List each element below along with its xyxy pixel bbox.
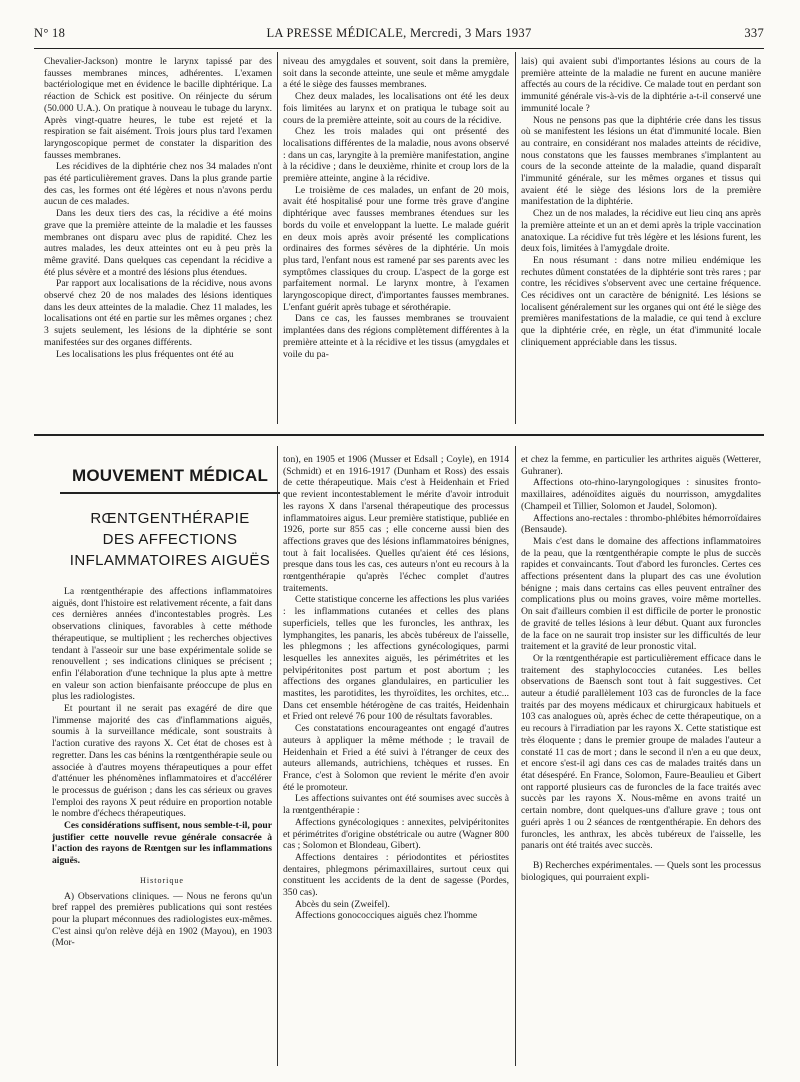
bottom-column-3 [521,454,761,883]
paragraph: Chevalier-Jackson) montre le larynx tapissé par des fausses membranes minces, adhérentes. L'examen bactériologique met en évidence le bacille diphtérique. La réaction de Schick est positive. On réinjecte du sérum (50.000 U.A.). On pratique à nouveau le tubage du larynx. Après vingt-quatre heures, le tube est rejeté et la respiration se fait aisément. Trois jours plus tard l'examen laryngoscopique permet de constater la disparition des fausses membranes. [44,56,272,161]
top-column-1 [44,56,272,360]
column-divider [515,52,516,424]
paragraph: Affections ano-rectales : thrombo-phlébites hémorroïdaires (Bensaude). [521,512,761,536]
section-title: MOUVEMENT MÉDICAL [71,466,269,485]
paragraph: Abcès du sein (Zweifel). [295,898,390,910]
paragraph: Les localisations les plus fréquentes ont été au [56,348,234,360]
paragraph: Cette statistique concerne les affections les plus variées : les inflammations cutanées et celles des plans superficiels, telles que les furoncles, les anthrax, les lymphangites, les panaris, les abcès tubéreux de l'aisselle, les phlegmons ; les affections gynécologiques, parmi lesquelles les annexites aiguës, les périmétrites et les pelvipéritonites post partum et post abortum ; les affections des organes glandulaires, en particulier les mastites, les parotidites, les thyroïdites, les orchites, etc... Dans cet ensemble hétérogène de cas traités, Heidenhain et Fried ont relevé 76 pour 100 de résultats favorables. [283,594,509,723]
subheading: Historique [140,875,184,885]
paragraph: Ces considérations suffisent, nous semble-t-il, pour justifier cette nouvelle revue générale consacrée à l'action des rayons de Rœntgen sur les inflammations aiguës. [52,820,272,867]
paragraph: Par rapport aux localisations de la récidive, nous avons observé chez 20 de nos malades des lésions identiques dans les deux atteintes de la maladie. Chez 11 malades, les localisations ont été en partie sur les mêmes organes ; chez 3 sujets seulement, les lésions de la diphtérie se sont manifestées sur des organes différents. [44,278,272,348]
section-divider [34,434,764,436]
top-column-2 [283,56,509,360]
paragraph: Les affections suivantes ont été soumises avec succès à la rœntgenthérapie : [283,793,509,817]
bottom-column-1 [52,586,272,949]
paragraph: Mais c'est dans le domaine des affections inflammatoires de la peau, que la rœntgenthérapie compte le plus de succès rapides et convaincants. Tout d'abord les furoncles. Certes ces affections présentent dans la plupart des cas une évolution bénigne ; mais dans certains cas elles peuvent entraîner des complications plus ou moins graves, voire même mortelles. On sait d'ailleurs combien il est difficile de porter le pronostic de gravité de telles lésions à leur début. Quant aux furoncles de la face on ne saurait trop insister sur les difficultés de leur traitement et la gravité de leur pronostic vital. [521,535,761,653]
journal-title: LA PRESSE MÉDICALE, Mercredi, 3 Mars 1937 [266,26,532,40]
article-title [60,508,280,571]
page-number: 337 [744,26,764,40]
paragraph: Les récidives de la diphtérie chez nos 34 malades n'ont pas été particulièrement graves. Dans la plus grande partie des cas, les formes ont été légères et nous n'avons perdu aucun de ces malades. [44,161,272,208]
article-title-line: DES AFFECTIONS [102,531,238,548]
paragraph: lais) qui avaient subi d'importantes lésions au cours de la première atteinte de la maladie ne furent en aucune manière affectés au cours de la récidive. Ce malade tout en perdant son immunité générale vis-à-vis de la diphtérie a-t-il conservé une immunité locale ? [521,56,761,114]
paragraph: Chez les trois malades qui ont présenté des localisations différentes de la maladie, nous avons observé : dans un cas, laryngite à la première manifestation, angine à la récidive ; dans le deuxième, rhinite et croup lors de la première atteinte, angine à la récidive. [283,126,509,185]
paragraph: A) Observations cliniques. — Nous ne ferons qu'un bref rappel des premières publications qui sont restées pour la plupart méconnues des radiologistes eux-mêmes. C'est ainsi qu'on relève déjà en 1902 (Mayou), en 1903 (Mor- [52,890,272,949]
header-rule [34,48,764,49]
paragraph: Le troisième de ces malades, un enfant de 20 mois, avait été hospitalisé pour une forme très grave d'angine diphtérique avec fausses membranes étendues sur les bords du voile et enveloppant la luette. Le malade guérit en deux mois après avoir présenté les complications ordinaires des formes sévères de la diphtérie. Un mois plus tard, l'enfant nous est ramené par ses parents avec les symptômes classiques du croup. L'aspect de la gorge est parfaitement normal. Le larynx montre, à l'examen laryngoscopique direct, d'importantes fausses membranes. L'enfant guérit après tubage et sérothérapie. [283,184,509,313]
paragraph: Dans ce cas, les fausses membranes se trouvaient implantées dans des régions complètement différentes à la première atteinte et à la récidive et les tissus (amygdales et voile du pa- [283,313,509,360]
paragraph: Affections gynécologiques : annexites, pelvipéritonites et périmétrites d'origine obstétricale ou autre (Wagner 800 cas ; Solomon et Blondeau, Gibert). [283,816,509,852]
paragraph: Affections gonococciques aiguës chez l'homme [295,910,478,922]
issue-number: N° 18 [34,26,66,40]
column-divider [277,52,278,424]
article-title-line: INFLAMMATOIRES AIGUËS [69,552,271,569]
paragraph: Nous ne pensons pas que la diphtérie crée dans les tissus où se manifestent les lésions un état d'immunité locale. Bien au contraire, en considérant nos malades atteints de récidive, nous constatons que les fausses membranes s'implantent au cours de la seconde atteinte de la maladie, quand disparaît l'immunité générale, sur les mêmes organes et tissus qui avaient été le siège des lésions lors de la première manifestation de la diphtérie. [521,114,761,208]
bottom-column-2 [283,454,509,922]
paragraph: ton), en 1905 et 1906 (Musser et Edsall ; Coyle), en 1914 (Schmidt) et en 1916-1917 (Dunham et Ross) des essais de cette thérapeutique. Mais c'est à Heidenhain et Fried que revient incontestablement le mérite d'avoir introduit les rayons X dans l'arsenal thérapeutique des processus inflammatoires aigus. Leur première statistique, publiée en 1926, porte sur 855 cas ; elle concerne aussi bien des affections graves que des lésions inflammatoires bénignes, tout à fait localisées. Quelles qu'aient été ces lésions, presque dans tous les cas, ces auteurs n'ont eu recours à la rœntgenthérapie qu'après l'échec complet d'autres traitements. [283,454,509,594]
paragraph: Affections dentaires : périodontites et périostites dentaires, phlegmons périmaxillaires, surtout ceux qui constituent les accidents de la dent de sagesse (Pordes, 350 cas). [283,851,509,899]
page-header [34,26,764,48]
article-title-line: RŒNTGENTHÉRAPIE [90,510,250,527]
paragraph: Or la rœntgenthérapie est particulièrement efficace dans le traitement des staphylococcies cutanées. Les belles observations de Baensch sont tout à fait suggestives. Cet auteur a étudié parallèlement 103 cas de furoncles de la face traités par des moyens médicaux et chirurgicaux habituels et 103 cas analogues où, après échec de cette thérapeutique, on a eu recours à l'irradiation par les rayons X. Cette statistique est très éloquente ; dans le premier groupe de malades l'auteur a constaté 11 cas de mort ; dans le second il n'en a eu que deux, et encore s'est-il agi dans ces cas de malades traités dans un état désespéré. En France, Solomon, Faure-Beaulieu et Gibert ont rapporté plusieurs cas de furoncles de la face traités avec succès par les rayons X. Nous-même en avons traité un certain nombre, dont quelques-uns d'allure grave ; tous ont guéri après 1 ou 2 séances de rœntgenthérapie. En dehors des furoncles, les anthrax, les abcès tubéreux de l'aisselle, les panaris ont été traités avec succès. [521,652,761,852]
paragraph: B) Recherches expérimentales. — Quels sont les processus biologiques, qui pourraient expli- [521,859,761,883]
paragraph: Dans les deux tiers des cas, la récidive a été moins grave que la première atteinte de la maladie et les fausses membranes ont disparu avec plus de rapidité. Chez les autres malades, les deux atteintes ont eu à peu près la même gravité. Dans quelques cas cependant la récidive a été plus sévère et a montré des lésions plus étendues. [44,208,272,278]
paragraph: niveau des amygdales et souvent, soit dans la première, soit dans la seconde atteinte, une seule et même amygdale a été le siège des fausses membranes. [283,56,509,91]
paragraph: Et pourtant il ne serait pas exagéré de dire que l'immense majorité des cas d'inflammations aiguës, soumis à la surveillance médicale, sont soustraits à l'action curative des rayons X. Cet état de choses est à regretter. Dans les cas bénins la rœntgenthérapie seule ou associée à d'autres moyens thérapeutiques a pour effet d'atténuer les phénomènes inflammatoires et d'accélérer le processus de guérison ; dans les cas sérieux ou graves l'emploi des rayons X peut réduire en proportion notable le nombre d'échecs thérapeutiques. [52,703,272,820]
paragraph: Ces constatations encourageantes ont engagé d'autres auteurs à appliquer la même méthode ; le travail de Heidenhain et Fried a été suivi à l'étranger de ceux des auteurs allemands, autrichiens, tchèques et russes. En France, c'est à Solomon que revient le mérite d'en avoir été le promoteur. [283,723,509,793]
paragraph: La rœntgenthérapie des affections inflammatoires aiguës, dont l'histoire est relativement récente, a fait dans ces dernières années d'incontestables progrès. Les observations cliniques, favorables à cette méthode thérapeutique, se multiplient ; les recherches objectives tendant à l'asseoir sur une base expérimentale solide se renouvellent ; ses indications cliniques se précisent ; enfin l'élaboration d'une technique la plus apte à mettre en valeur son action bienfaisante préoccupe de plus en plus les radiologistes. [52,586,272,703]
paragraph: Affections oto-rhino-laryngologiques : sinusites fronto-maxillaires, adénoïdites aiguës du nourrisson, amygdalites (Champeil et Tillier, Solomon et Jaudel, Solomon). [521,477,761,512]
paragraph: et chez la femme, en particulier les arthrites aiguës (Wetterer, Guhraner). [521,454,761,477]
top-column-3 [521,56,761,349]
spacer [521,852,761,860]
paragraph: En nous résumant : dans notre milieu endémique les rechutes dûment constatées de la diphtérie sont très rares ; par contre, les récidives s'observent avec une certaine fréquence. Ces récidives ont un caractère de bénignité. Les lésions se localisent généralement sur les organes qui ont été le siège des premières manifestations de la maladie, ce qui tend à exclure que la diphtérie crée, en règle, un état d'immunité locale cliniquement appréciable dans les tissus. [521,254,761,348]
section-title-rule [60,492,280,494]
paragraph: Chez un de nos malades, la récidive eut lieu cinq ans après la première atteinte et un an et demi après la triple vaccination anatoxique. La récidive fut très légère et les lésions furent, les deux fois, limitées à l'amygdale droite. [521,208,761,255]
paragraph: Chez deux malades, les localisations ont été les deux fois limitées au larynx et on pratiqua le tubage soit au cours de la première atteinte, soit au cours de la récidive. [283,91,509,126]
column-divider [515,446,516,1066]
